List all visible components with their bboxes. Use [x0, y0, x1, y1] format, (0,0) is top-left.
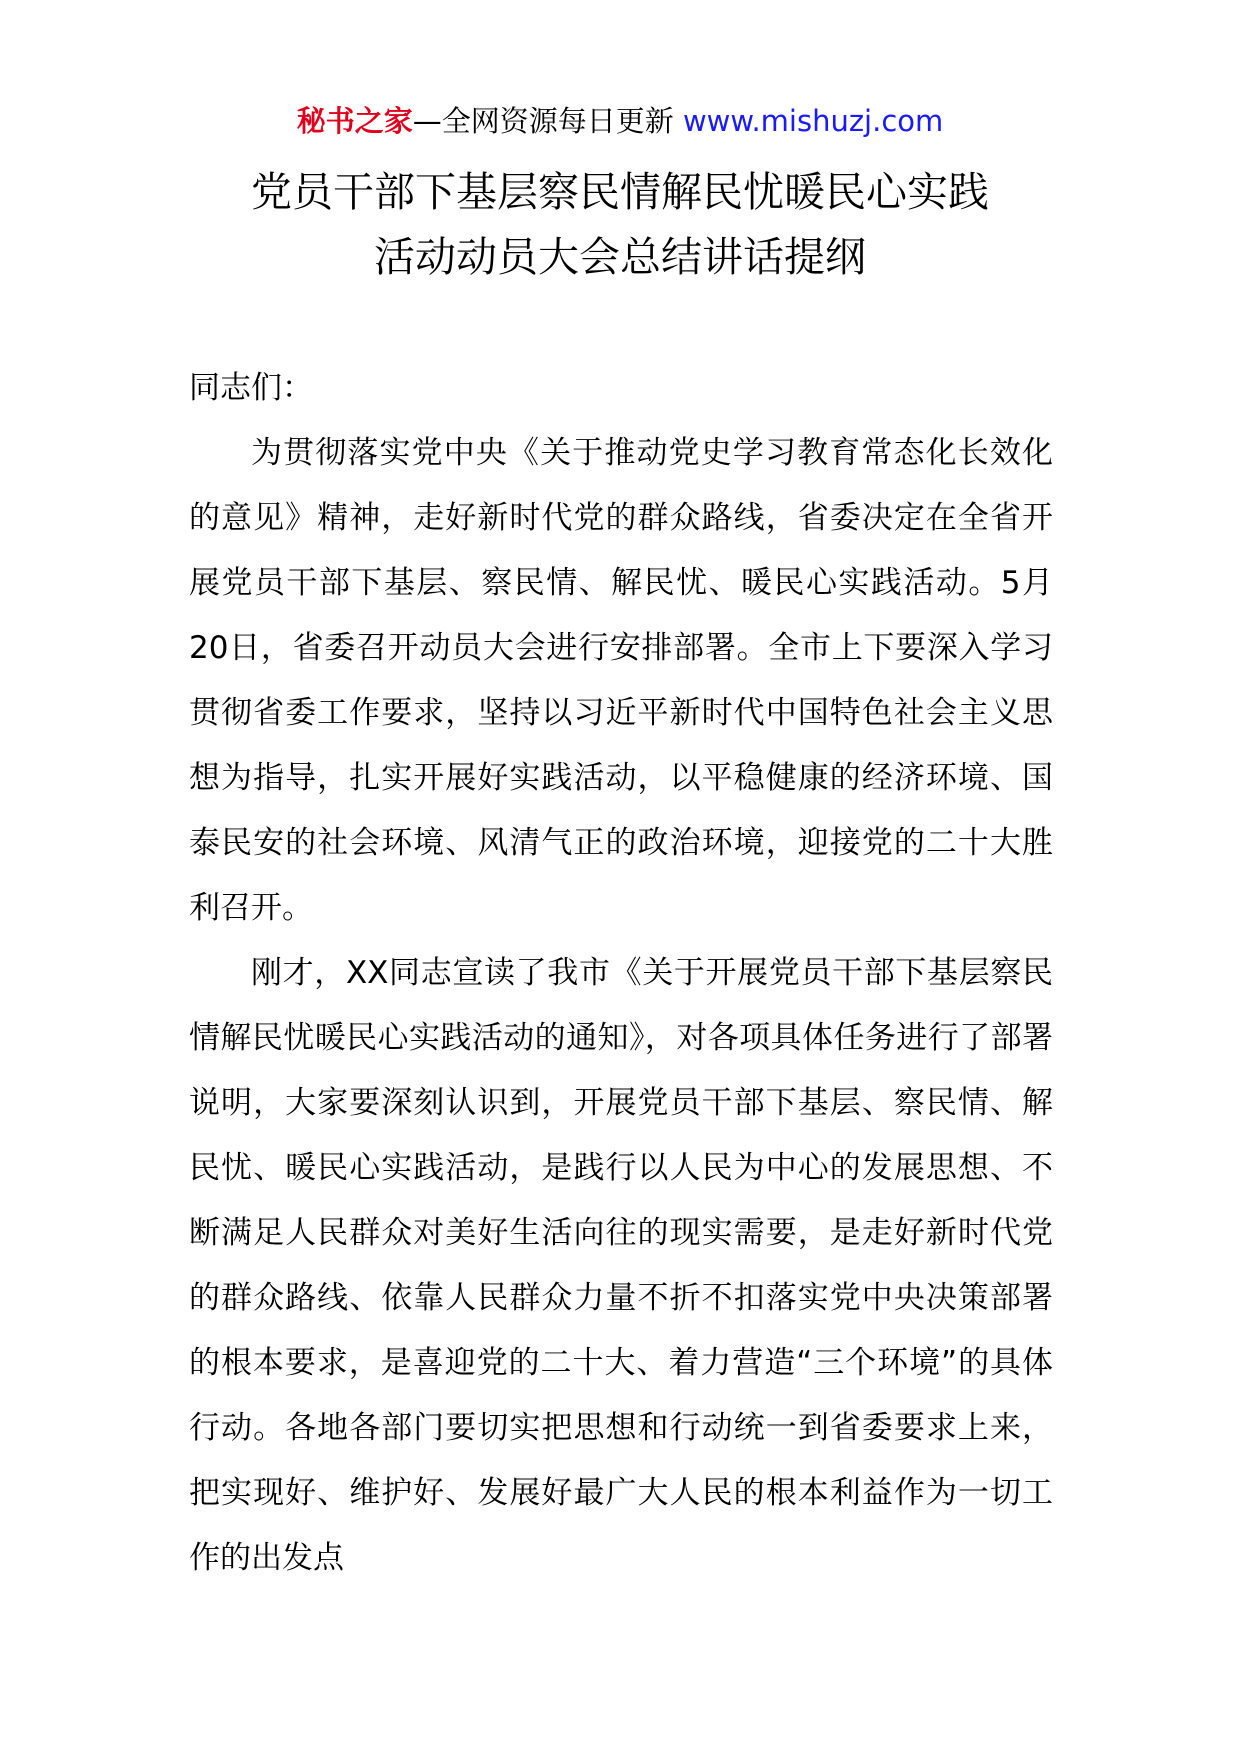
- brand-name: 秘书之家: [296, 104, 413, 138]
- title-line-2: 活动动员大会总结讲话提纲: [374, 233, 866, 281]
- title-line-1: 党员干部下基层察民情解民忧暖民心实践: [251, 168, 989, 216]
- header-banner: [0, 100, 1240, 142]
- paragraph-1: 为贯彻落实党中央《关于推动党史学习教育常态化长效化的意见》精神，走好新时代党的群众路线，省委决定在全省开展党员干部下基层、察民情、解民忧、暖民心实践活动。5月20日，省委召开动员大会进行安排部署。全市上下要深入学习贯彻省委工作要求，坚持以习近平新时代中国特色社会主义思想为指导，扎实开展好实践活动，以平稳健康的经济环境、国泰民安的社会环境、风清气正的政治环境，迎接党的二十大胜利召开。: [189, 435, 1053, 926]
- site-link[interactable]: www.mishuzj.com: [682, 104, 944, 138]
- document-body: [189, 356, 1053, 1591]
- document-title: [120, 160, 1120, 290]
- salutation: 同志们：: [189, 370, 313, 406]
- paragraph-2: 刚才，XX同志宣读了我市《关于开展党员干部下基层察民情解民忧暖民心实践活动的通知》，对各项具体任务进行了部署说明，大家要深刻认识到，开展党员干部下基层、察民情、解民忧、暖民心实践活动，是践行以人民为中心的发展思想、不断满足人民群众对美好生活向往的现实需要，是走好新时代党的群众路线、依靠人民群众力量不折不扣落实党中央决策部署的根本要求，是喜迎党的二十大、着力营造“三个环境”的具体行动。各地各部门要切实把思想和行动统一到省委要求上来，把实现好、维护好、发展好最广大人民的根本利益作为一切工作的出发点: [189, 955, 1053, 1576]
- tagline: —全网资源每日更新: [412, 104, 683, 138]
